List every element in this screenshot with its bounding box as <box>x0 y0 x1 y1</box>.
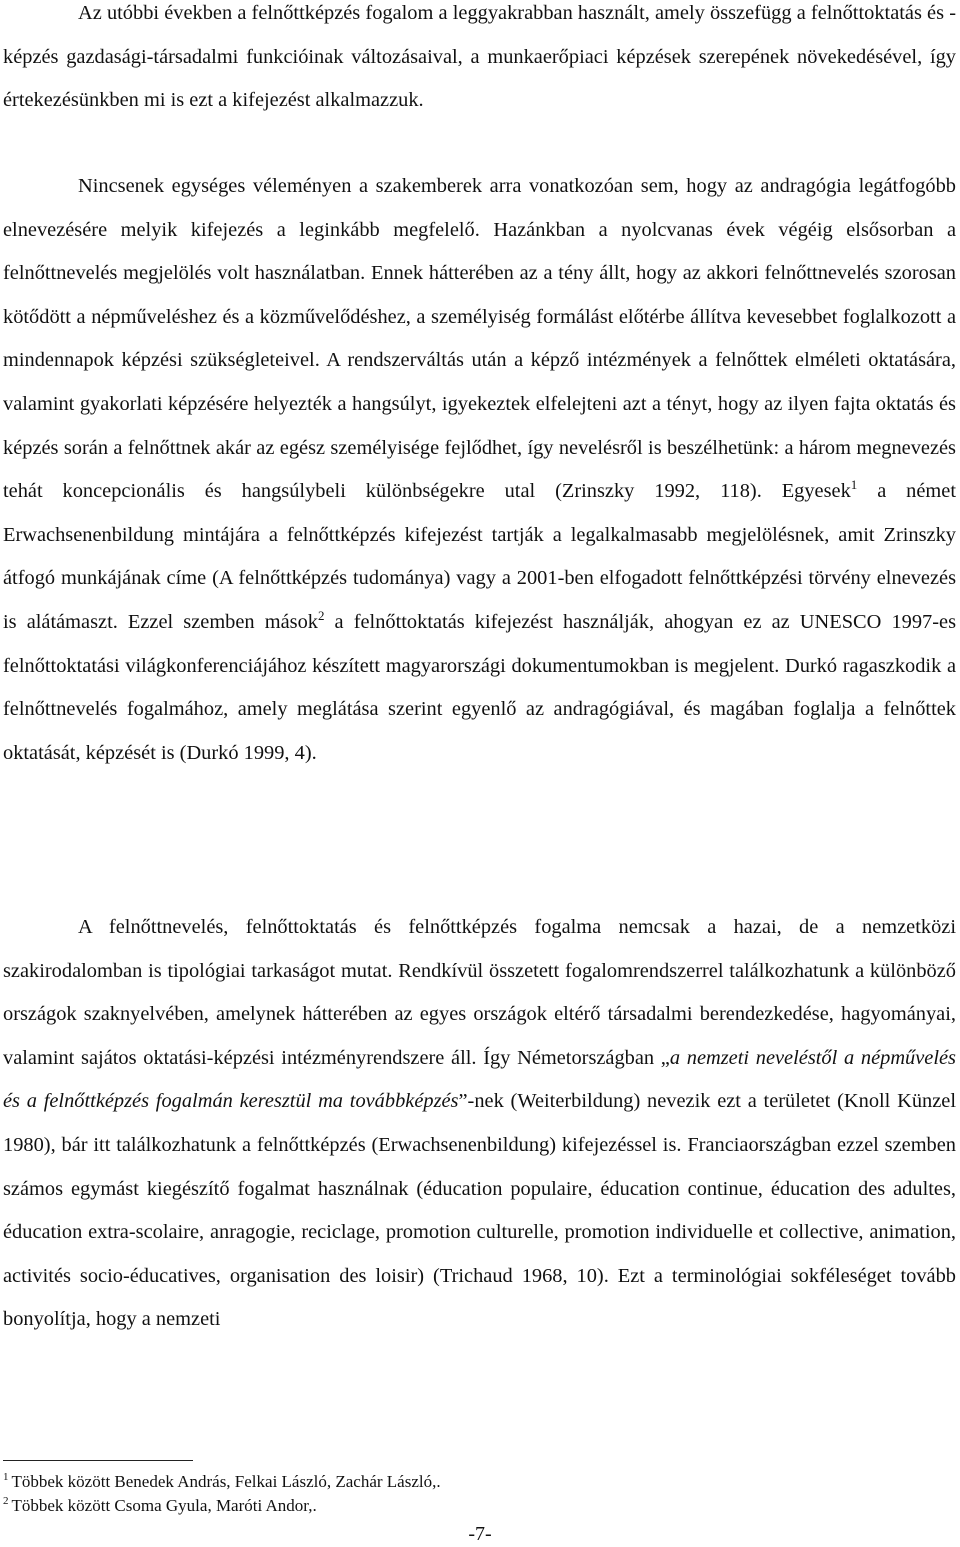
footnotes <box>3 1470 903 1518</box>
footnote-1 <box>3 1470 903 1494</box>
footnote-2-mark: 2 <box>3 1495 9 1507</box>
footnote-1-mark: 1 <box>3 1471 9 1483</box>
footnote-1-text: Többek között Benedek András, Felkai László, Zachár László,. <box>11 1472 441 1491</box>
paragraph-2-part-1: Nincsenek egységes véleményen a szakemberek arra vonatkozóan sem, hogy az andragógia legátfogóbb elnevezésére melyik kifejezés a leginkább megfelelő. Hazánkban a nyolcvanas évek végéig elsősorban a felnőttnevelés megjelölés volt használatban. Ennek hátterében az a tény állt, hogy az akkori felnőttnevelés szorosan kötődött a népműveléshez és a közművelődéshez, a személyiség formálást előtérbe állítva kevesebbet foglalkozott a mindennapok képzési szükségleteivel. A rendszerváltás után a képző intézmények a felnőttek elméleti oktatására, valamint gyakorlati képzésére helyezték a hangsúlyt, igyekeztek elfelejteni azt a tényt, hogy az ilyen fajta oktatás és képzés során a felnőttnek akár az egész személyisége fejlődhet, így nevelésről is beszélhetünk: a három megnevezés tehát koncepcionális és hangsúlybeli különbségekre utal (Zrinszky 1992, 118). Egyesek <box>3 175 956 503</box>
paragraph-3 <box>3 906 956 1342</box>
page-number: -7- <box>468 1523 492 1545</box>
paragraph-1-text: Az utóbbi években a felnőttképzés fogalom a leggyakrabban használt, amely összefügg a felnőttoktatás és -képzés gazdasági-társadalmi funkcióinak változásaival, a munkaerőpiaci képzések szerepének növekedésével, így értekezésünkben mi is ezt a kifejezést alkalmazzuk. <box>3 2 956 112</box>
paragraph-2 <box>3 165 956 775</box>
footnote-separator <box>3 1460 193 1461</box>
paragraph-3-part-2: ”-nek (Weiterbildung) nevezik ezt a területet (Knoll Künzel 1980), bár itt találkozhatunk a felnőttképzés (Erwachsenenbildung) kifejezéssel is. Franciaországban ezzel szemben számos egymást kiegészítő fogalmat használnak (éducation populaire, éducation continue, éducation des adultes, éducation extra-scolaire, anragogie, reciclage, promotion culturelle, promotion individuelle et collective, animation, activités socio-éducatives, organisation des loisir) (Trichaud 1968, 10). Ezt a terminológiai sokféleséget tovább bonyolítja, hogy a nemzeti <box>3 1090 956 1331</box>
footnote-2-text: Többek között Csoma Gyula, Maróti Andor,. <box>11 1496 317 1515</box>
paragraph-2-part-2: a német Erwachsenenbildung mintájára a felnőttképzés kifejezést tartják a legalkalmasabb megjelölésnek, amit Zrinszky átfogó munkájának címe (A felnőttképzés tudománya) vagy a 2001-ben elfogadott felnőttképzési törvény elnevezés is alátámaszt. Ezzel szemben mások <box>3 480 956 633</box>
footnote-ref-2: 2 <box>317 607 325 623</box>
paragraph-3-italic-quote: a nemzeti neveléstől a népművelés és a felnőttképzés fogalmán keresztül ma továbbképzés <box>3 1046 956 1113</box>
paragraph-1 <box>3 0 956 123</box>
footnote-ref-1: 1 <box>850 477 858 493</box>
paragraph-2-part-3: a felnőttoktatás kifejezést használják, ahogyan ez az UNESCO 1997-es felnőttoktatási világkonferenciájához készített magyarországi dokumentumokban is megjelent. Durkó ragaszkodik a felnőttnevelés fogalmához, amely meglátása szerint egyenlő az andragógiával, és magában foglalja a felnőttek oktatását, képzését is (Durkó 1999, 4). <box>3 610 957 764</box>
footnote-2 <box>3 1494 903 1518</box>
paragraph-3-part-1: A felnőttnevelés, felnőttoktatás és felnőttképzés fogalma nemcsak a hazai, de a nemzetközi szakirodalomban is tipológiai tarkaságot mutat. Rendkívül összetett fogalomrendszerrel találkozhatunk a különböző országok szaknyelvében, amelynek hátterében az egyes országok eltérő társadalmi berendezkedése, hagyományai, valamint sajátos oktatási-képzési intézményrendszere áll. Így Németországban „ <box>3 916 956 1069</box>
